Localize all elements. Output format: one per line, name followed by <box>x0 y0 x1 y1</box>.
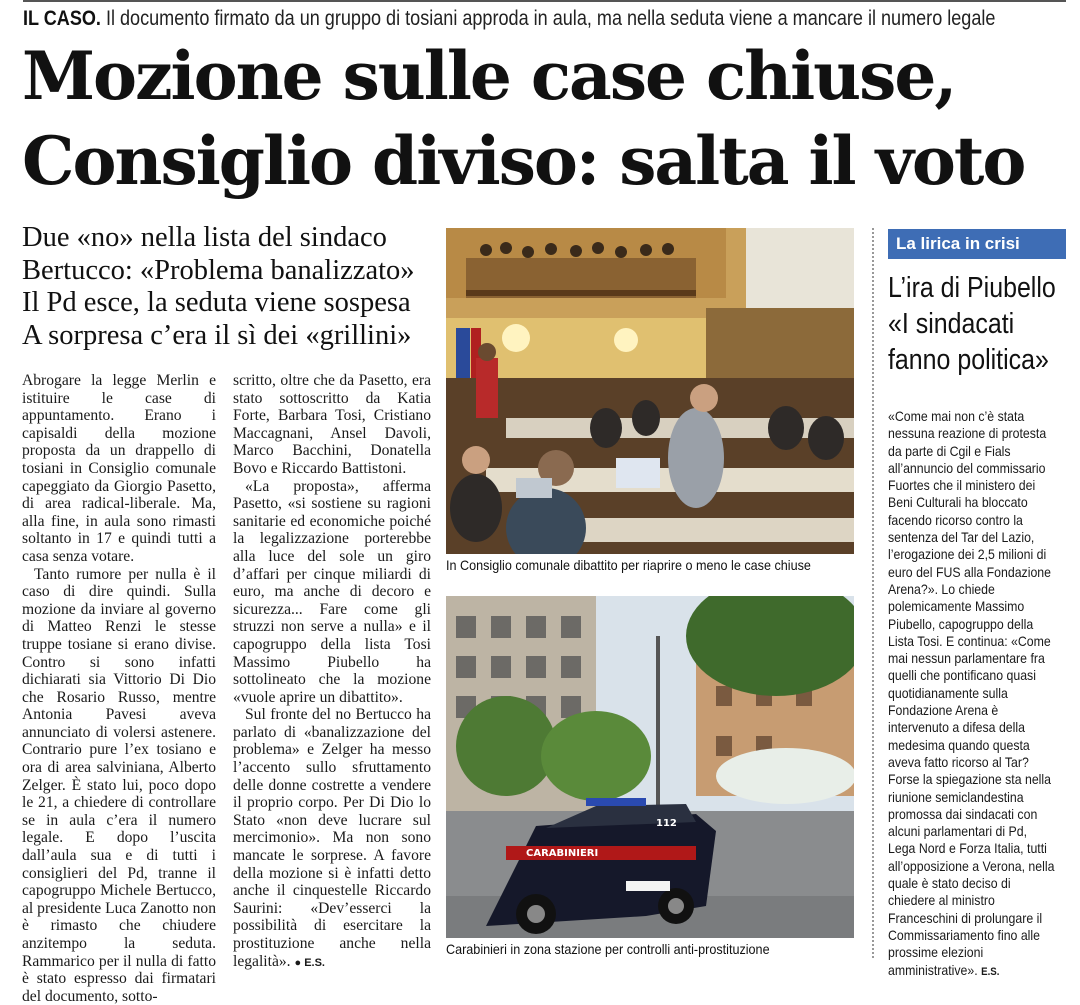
bottom-photo-caption: Carabinieri in zona stazione per controlli anti-prostituzione <box>446 941 770 957</box>
sidebar-body <box>888 408 1055 981</box>
subheadline-line-3: Il Pd esce, la seduta viene sospesa <box>22 287 411 318</box>
sidebar-body-text: «Come mai non c’è stata nessuna reazione di protesta da parte di Cgil e Fials all’annuncio del commissario Fuortes che il ministero dei Beni Culturali ha bloccato facendo ricorso contro la sentenza del Tar del Lazio, l’erogazione dei 2,5 milioni di euro del FUS alla Fondazione Arena?». Lo chiede polemicamente Massimo Piubello, capogruppo della Lista Tosi. E continua: «Come mai nessun parlamentare fra quelli che pontificano quasi quotidianamente sulla Fondazione Arena è intervenuto a difesa della medesima quando questa aveva fatto ricorso al Tar? Forse la spiegazione sta nella riunione semiclandestina promossa dai sindacati con alcuni parlamentari di Pd, Lega Nord e Forza Italia, tutti all’opposizione a Verona, nella quale è stato deciso di chiedere al ministro Franceschini di prolungare il Commissariamento fino alle prossime elezioni amministrative». <box>888 408 1055 978</box>
sidebar-title-line-2: «I sindacati <box>888 308 1015 340</box>
carabinieri-photo <box>446 596 854 938</box>
sidebar-divider <box>872 228 875 958</box>
article-paragraph: «La proposta», afferma Pasetto, «si sostiene su ragioni sanitarie ed economiche poiché la legalizzazione porterebbe alla luce del sole un giro d’affari per cinque miliardi di euro, ma anche di decoro e sicurezza... Fare come gli struzzi non serve a nulla» e il capogruppo della lista Tosi Massimo Piubello ha sottolineato che la mozione «vuole aprire un dibattito». <box>233 477 431 706</box>
article-last-text: Sul fronte del no Bertucco ha parlato di «banalizzazione del problema» e Zelger ha messo l’accento sullo sfruttamento delle donne costrette a vendere il proprio corpo. Per Di Dio lo Stato «non deve lucrare sul mercimonio». Ma non sono mancate le sorprese. A favore della mozione si è infatti detto anche il cinquestelle Riccardo Saurini: «Dev’esserci la possibilità di esercitare la prostituzione anche nella legalità». <box>233 706 431 970</box>
article-paragraph: scritto, oltre che da Pasetto, era stato sottoscritto da Katia Forte, Barbara Tosi, Cristiano Maccagnani, Ansel Davoli, Marco Bacchini, Donatella Bovo e Riccardo Battistoni. <box>233 372 431 477</box>
article-column-2 <box>233 372 431 972</box>
subheadline-line-2: Bertucco: «Problema banalizzato» <box>22 254 415 286</box>
article-paragraph: Tanto rumore per nulla è il caso di dire quindi. Sulla mozione da inviare al governo di Matteo Renzi le stesse truppe tosiane si erano divise. Contro si sono infatti dichiarati sia Vittorio Di Dio che Rosario Russo, mentre Antonia Pavesi aveva annunciato di volersi astenere. Contrario pure l’ex tosiano e ora di area salviniana, Alberto Zelger. È stato lui, poco dopo le 21, a chiedere di controllare se in aula c’era il numero legale. E dopo l’uscita dall’aula sua e di tutti i consiglieri del Pd, tranne il capogruppo Michele Bertucco, al presidente Luca Zanotto non è rimasto che chiudere anzitempo la seduta. Rammarico per il nulla di fatto è stato espresso dai firmatari del documento, sotto- <box>22 565 216 1005</box>
subheadline-line-1: Due «no» nella lista del sindaco <box>22 222 387 253</box>
sidebar-signature: E.S. <box>981 965 1000 978</box>
carabinieri-illustration <box>446 596 854 938</box>
top-photo-caption: In Consiglio comunale dibattito per riaprire o meno le case chiuse <box>446 557 811 573</box>
top-rule <box>23 0 1066 2</box>
sidebar-title <box>888 270 1056 378</box>
article-paragraph: Abrogare la legge Merlin e istituire le case di appuntamento. Erano i capisaldi della mozione proposta da un drappello di tosiani in Consiglio comunale capeggiato da Giorgio Pasetto, di area radical-liberale. Ma, alla fine, in aula sono rimasti soltanto in 17 e quindi tutti a casa senza votare. <box>22 372 216 565</box>
sidebar-badge: La lirica in crisi <box>888 229 1066 259</box>
subheadline-line-4: A sorpresa c’era il sì dei «grillini» <box>22 319 412 351</box>
headline <box>22 34 1072 204</box>
article-signature: ● E.S. <box>294 956 325 969</box>
council-chamber-photo <box>446 228 854 554</box>
sidebar-title-line-3: fanno politica» <box>888 344 1049 376</box>
subheadline <box>22 222 442 352</box>
headline-line-2: Consiglio diviso: salta il voto <box>22 122 1025 200</box>
kicker-text: Il documento firmato da un gruppo di tosiani approda in aula, ma nella seduta viene a mancare il numero legale <box>100 7 996 30</box>
kicker-label: IL CASO. <box>23 7 101 30</box>
kicker <box>23 6 996 32</box>
car-lettering: CARABINIERI <box>526 848 599 859</box>
article-column-1 <box>22 372 216 1005</box>
article-paragraph <box>233 706 431 972</box>
sidebar-title-line-1: L’ira di Piubello <box>888 272 1056 304</box>
headline-line-1: Mozione sulle case chiuse, <box>22 37 956 115</box>
council-chamber-illustration <box>446 228 854 554</box>
car-number: 112 <box>656 818 677 829</box>
